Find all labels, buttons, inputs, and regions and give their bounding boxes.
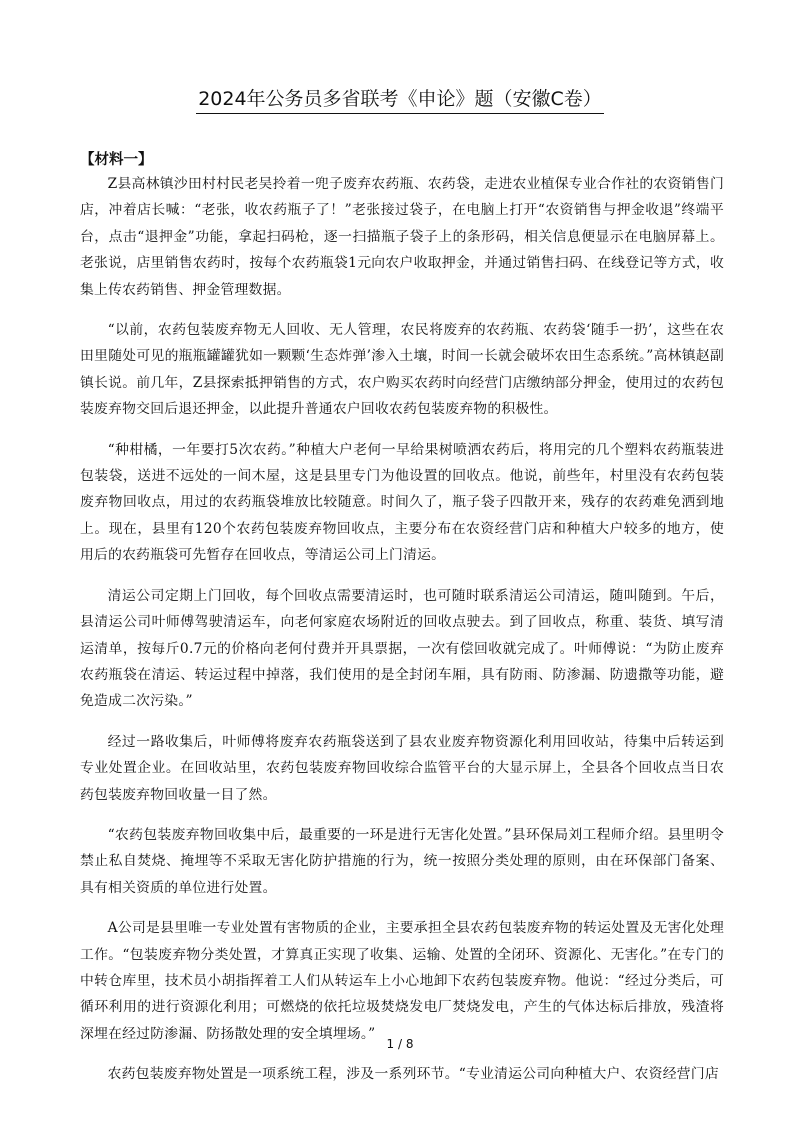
paragraph: 农药包装废弃物处置是一项系统工程，涉及一系列环节。“专业清运公司向种植大户、农资经营门店 xyxy=(107,1066,719,1083)
paragraph: “农药包装废弃物回收集中后，最重要的一环是进行无害化处置。”县环保局刘工程师介绍。县里明令禁止私自焚烧、掩埋等不采取无害化防护措施的行为，统一按照分类处理的原则，由在环保部门备案、具有相关资质的单位进行处置。 xyxy=(80,826,724,896)
paragraph: Z县高林镇沙田村村民老吴拎着一兜子废弃农药瓶、农药袋，走进农业植保专业合作社的农资销售门店，冲着店长喊：“老张，收农药瓶子了！”老张接过袋子，在电脑上打开“农资销售与押金收退”终端平台，点击“退押金”功能，拿起扫码枪，逐一扫描瓶子袋子上的条形码，相关信息便显示在电脑屏幕上。老张说，店里销售农药时，按每个农药瓶袋1元向农户收取押金，并通过销售扫码、在线登记等方式，收集上传农药销售、押金管理数据。 xyxy=(80,176,724,298)
paragraph: A公司是县里唯一专业处置有害物质的企业，主要承担全县农药包装废弃物的转运处置及无害化处理工作。“包装废弃物分类处置，才算真正实现了收集、运输、处置的全闭环、资源化、无害化。”在专门的中转仓库里，技术员小胡指挥着工人们从转运车上小心地卸下农药包装废弃物。他说：“经过分类后，可循环利用的进行资源化利用；可燃烧的依托垃圾焚烧发电厂焚烧发电，产生的气体达标后排放，残渣将深埋在经过防渗漏、防扬散处理的安全填埋场。” xyxy=(80,920,724,1042)
document-title-wrapper xyxy=(0,86,800,114)
paragraph: 清运公司定期上门回收，每个回收点需要清运时，也可随时联系清运公司清运，随叫随到。午后，县清运公司叶师傅驾驶清运车，向老何家庭农场附近的回收点驶去。到了回收点，称重、装货、填写清运清单，按每斤0.7元的价格向老何付费并开具票据，一次有偿回收就完成了。叶师傅说：“为防止废弃农药瓶袋在清运、转运过程中掉落，我们使用的是全封闭车厢，具有防雨、防渗漏、防遗撒等功能，避免造成二次污染。” xyxy=(80,587,724,710)
page-number: 1 / 8 xyxy=(386,1037,414,1051)
document-title: 2024年公务员多省联考《申论》题（安徽C卷） xyxy=(196,86,604,114)
section-heading: 【材料一】 xyxy=(80,152,153,168)
paragraph: “以前，农药包装废弃物无人回收、无人管理，农民将废弃的农药瓶、农药袋‘随手一扔’，这些在农田里随处可见的瓶瓶罐罐犹如一颗颗‘生态炸弹’渗入土壤，时间一长就会破坏农田生态系统。”高林镇赵副镇长说。前几年，Z县探索抵押销售的方式，农户购买农药时向经营门店缴纳部分押金，使用过的农药包装废弃物交回后退还押金，以此提升普通农户回收农药包装废弃物的积极性。 xyxy=(80,322,725,418)
body-text xyxy=(80,171,724,1102)
paragraph: “种柑橘，一年要打5次农药。”种植大户老何一早给果树喷洒农药后，将用完的几个塑料农药瓶装进包装袋，送进不远处的一间木屋，这是县里专门为他设置的回收点。他说，前些年，村里没有农药包装废弃物回收点，用过的农药瓶袋堆放比较随意。时间久了，瓶子袋子四散开来，残存的农药难免洒到地上。现在，县里有120个农药包装废弃物回收点，主要分布在农资经营门店和种植大户较多的地方，使用后的农药瓶袋可先暂存在回收点，等清运公司上门清运。 xyxy=(80,441,724,564)
paragraph: 经过一路收集后，叶师傅将废弃农药瓶袋送到了县农业废弃物资源化利用回收站，待集中后转运到专业处置企业。在回收站里，农药包装废弃物回收综合监管平台的大显示屏上，全县各个回收点当日农药包装废弃物回收量一目了然。 xyxy=(80,733,724,803)
